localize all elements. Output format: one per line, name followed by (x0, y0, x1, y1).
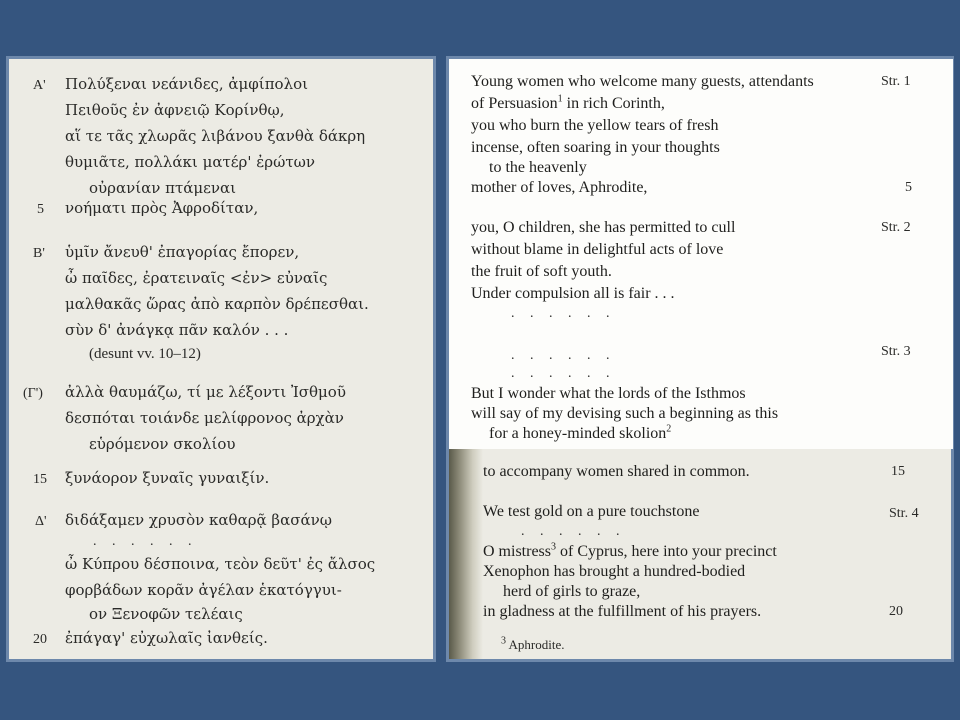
strophe-label-2: Str. 2 (881, 220, 911, 235)
english-line-4: incense, often soaring in your thoughts (471, 139, 720, 156)
english-line-19: in gladness at the fulfillment of his prayers. (483, 603, 762, 620)
english-line-12: will say of my devising such a beginning as this (471, 405, 779, 422)
english-lacuna-dots-4: . . . . . . (521, 524, 626, 539)
english-lacuna-dots-1: . . . . . . (511, 306, 616, 321)
greek-line-16: διδάξαμεν χρυσὸν καθαρᾷ βασάνῳ (65, 511, 332, 529)
book-gutter-shadow (449, 449, 483, 659)
greek-line-4: θυμιᾶτε, πολλάκι ματέρ' ἐρώτων (65, 153, 315, 171)
strophe-label-3: Str. 3 (881, 344, 911, 359)
greek-line-14b: εὑρόμενον σκολίου (89, 435, 236, 453)
greek-lacuna-dots: . . . . . . (93, 534, 198, 549)
footnote-ref-1: 1 (557, 93, 563, 105)
greek-line-number-20: 20 (33, 632, 47, 647)
english-line-14: to accompany women shared in common. (483, 463, 750, 480)
english-line-7: you, O children, she has permitted to cull (471, 219, 736, 236)
english-line-3: you who burn the yellow tears of fresh (471, 117, 719, 134)
strophe-marker-b: Β' (33, 246, 45, 261)
greek-line-2: Πειθοῦς ἐν ἀφνειῷ Κορίνθῳ, (65, 101, 285, 119)
english-line-13: for a honey-minded skolion$^2$ (489, 423, 672, 442)
footnote-ref-3: 3 (551, 541, 556, 553)
english-lacuna-dots-2: . . . . . . (511, 348, 616, 363)
greek-line-10: σὺν δ' ἀνάγκᾳ πᾶν καλόν . . . (65, 321, 289, 339)
greek-line-13: ἀλλὰ θαυμάζω, τί με λέξοντι Ἰσθμοῦ (65, 383, 346, 401)
english-line-10: Under compulsion all is fair . . . (471, 285, 675, 302)
english-line-17: Xenophon has brought a hundred-bodied (483, 563, 746, 580)
strophe-label-4: Str. 4 (889, 506, 919, 521)
greek-line-18: φορβάδων κορᾶν ἀγέλαν ἑκατόγγυι- (65, 581, 342, 599)
english-line-11: But I wonder what the lords of the Isthmos (471, 385, 746, 402)
english-line-15: We test gold on a pure touchstone (483, 503, 700, 520)
english-line-number-20: 20 (889, 604, 903, 619)
greek-line-number-5: 5 (37, 202, 44, 217)
footnote-3: $^3$ Aphrodite. (501, 635, 565, 652)
strophe-marker-d: Δ' (35, 514, 47, 529)
greek-line-14: δεσπόται τοιάνδε μελίφρονος ἀρχὰν (65, 409, 344, 427)
footnote-ref-2: 2 (666, 423, 672, 435)
english-line-18: herd of girls to graze, (503, 583, 641, 600)
strophe-marker-g: (Γ') (23, 386, 43, 401)
greek-line-6: νοήματι πρὸς Ἀφροδίταν, (65, 199, 259, 217)
greek-line-7: ὑμῖν ἄνευθ' ἐπαγορίας ἔπορεν, (65, 243, 300, 261)
greek-desunt-note: (desunt vv. 10–12) (89, 346, 201, 362)
greek-line-8: ὦ παῖδες, ἐρατειναῖς <ἐν> εὐναῖς (65, 269, 328, 287)
greek-line-9: μαλθακᾶς ὥρας ἀπὸ καρπὸν δρέπεσθαι. (65, 295, 369, 313)
greek-line-number-15: 15 (33, 472, 47, 487)
greek-line-19: ον Ξενοφῶν τελέαις (89, 605, 243, 623)
english-line-number-5: 5 (905, 180, 912, 195)
greek-line-20: ἐπάγαγ' εὐχωλαῖς ἰανθείς. (65, 629, 268, 647)
english-line-8: without blame in delightful acts of love (471, 241, 724, 258)
greek-line-17: ὦ Κύπρου δέσποινα, τεὸν δεῦτ' ἐς ἄλσος (65, 555, 376, 573)
greek-line-1: Πολύξεναι νεάνιδες, ἀμφίπολοι (65, 75, 308, 93)
greek-line-15: ξυνάορον ξυναῖς γυναιξίν. (65, 469, 270, 487)
english-line-5: to the heavenly (489, 159, 587, 176)
english-line-1: Young women who welcome many guests, attendants (471, 73, 814, 90)
english-line-9: the fruit of soft youth. (471, 263, 612, 280)
english-line-6: mother of loves, Aphrodite, (471, 179, 648, 196)
english-translation-page (446, 56, 954, 662)
english-line-number-15: 15 (891, 464, 905, 479)
greek-line-5: οὐρανίαν πτάμεναι (89, 179, 237, 197)
strophe-marker-a: Α' (33, 78, 46, 93)
greek-text-page (6, 56, 436, 662)
english-lacuna-dots-3: . . . . . . (511, 366, 616, 381)
english-line-16: O mistress$^3$ of Cyprus, here into your precinct (483, 541, 777, 560)
english-line-2: of Persuasion$^1$ in rich Corinth, (471, 93, 665, 112)
greek-line-3: αἵ τε τᾶς χλωρᾶς λιβάνου ξανθὰ δάκρη (65, 127, 366, 145)
strophe-label-1: Str. 1 (881, 74, 911, 89)
